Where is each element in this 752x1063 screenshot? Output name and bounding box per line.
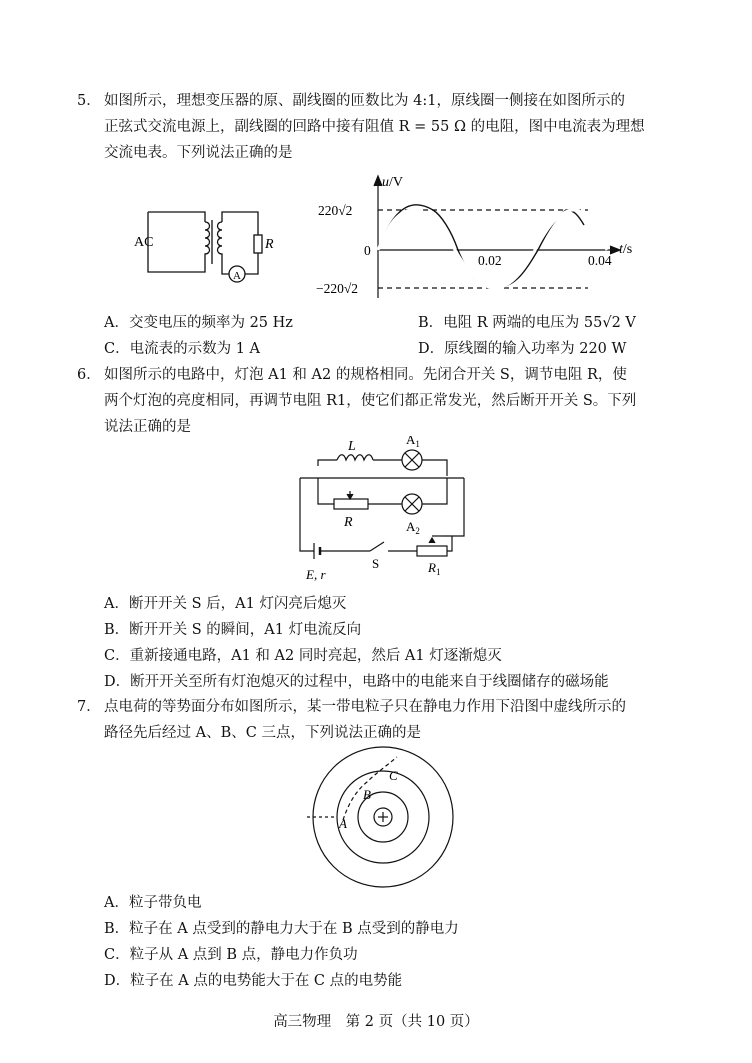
q5-line-3: 交流电表。下列说法正确的是 <box>104 145 293 161</box>
q6-option-b: B．断开开关 S 的瞬间，A1 灯电流反向 <box>104 622 362 638</box>
q5-option-b: B．电阻 R 两端的电压为 55√2 V <box>418 315 636 331</box>
q6-inductor-label: L <box>348 439 356 454</box>
q5-number: 5． <box>77 93 101 109</box>
q7-point-a: A <box>339 816 347 831</box>
q6-lamp1-label: $A_1$ <box>406 436 420 449</box>
q6-battery-label: E, r <box>306 567 326 582</box>
q5-line-2: 正弦式交流电源上，副线圈的回路中接有阻值 R = 55 Ω 的电阻，图中电流表为理想 <box>104 119 645 135</box>
q5-tick-bottom: −220√2 <box>316 281 359 296</box>
q5-option-d: D．原线圈的输入功率为 220 W <box>418 341 627 357</box>
q6-number: 6． <box>77 367 101 383</box>
q5-tick-zero: 0 <box>364 243 371 258</box>
q6-rheostat-label: $R_1$ <box>428 560 441 577</box>
q5-y-axis-label: u/V <box>382 175 403 190</box>
q5-ammeter-label: A <box>233 270 241 282</box>
q5-line-1: 如图所示，理想变压器的原、副线圈的匝数比为 4:1，原线圈一侧接在如图所示的 <box>104 93 625 109</box>
q6-line-3: 说法正确的是 <box>104 419 191 435</box>
q7-equipotential-figure <box>305 742 465 892</box>
q5-tick-top: 220√2 <box>318 203 353 218</box>
q5-option-c: C．电流表的示数为 1 A <box>104 341 261 357</box>
q5-tick-x2: 0.04 <box>588 253 612 268</box>
q7-option-a: A．粒子带负电 <box>104 895 202 911</box>
q5-ac-label: AC <box>134 235 154 250</box>
q5-r-label: R <box>265 237 274 252</box>
sine-curve <box>378 210 607 288</box>
q7-point-b: B <box>363 787 371 802</box>
q6-switch-label: S <box>372 556 380 571</box>
q7-option-c: C．粒子从 A 点到 B 点，静电力作负功 <box>104 947 358 963</box>
q6-resistor-label: R <box>344 515 353 530</box>
q6-option-d: D．断开开关至所有灯泡熄灭的过程中，电路中的电能来自于线圈储存的磁场能 <box>104 674 609 690</box>
q6-line-2: 两个灯泡的亮度相同，再调节电阻 R1，使它们都正常发光，然后断开开关 S。下列 <box>104 393 637 409</box>
q5-x-axis-label: t/s <box>619 242 633 257</box>
q7-number: 7． <box>77 699 101 715</box>
q6-line-1: 如图所示的电路中，灯泡 A1 和 A2 的规格相同。先闭合开关 S，调节电阻 R，使 <box>104 367 627 383</box>
q7-line-2: 路径先后经过 A、B、C 三点，下列说法正确的是 <box>104 725 421 741</box>
q6-circuit <box>292 436 472 584</box>
q5-transformer-circuit <box>130 200 275 285</box>
q5-tick-x1: 0.02 <box>478 253 502 268</box>
q6-option-c: C．重新接通电路，A1 和 A2 同时亮起，然后 A1 灯逐渐熄灭 <box>104 648 502 664</box>
q5-option-a: A．交变电压的频率为 25 Hz <box>104 315 293 331</box>
page-footer: 高三物理 第 2 页（共 10 页） <box>273 1014 479 1030</box>
q6-option-a: A．断开开关 S 后，A1 灯闪亮后熄灭 <box>104 596 347 612</box>
q7-line-1: 点电荷的等势面分布如图所示，某一带电粒子只在静电力作用下沿图中虚线所示的 <box>104 699 626 715</box>
q7-option-b: B．粒子在 A 点受到的静电力大于在 B 点受到的静电力 <box>104 921 459 937</box>
q7-point-c: C <box>389 768 398 783</box>
q5-voltage-graph <box>316 170 636 300</box>
q6-lamp2-label: $A_2$ <box>406 519 420 536</box>
q7-option-d: D．粒子在 A 点的电势能大于在 C 点的电势能 <box>104 973 403 989</box>
